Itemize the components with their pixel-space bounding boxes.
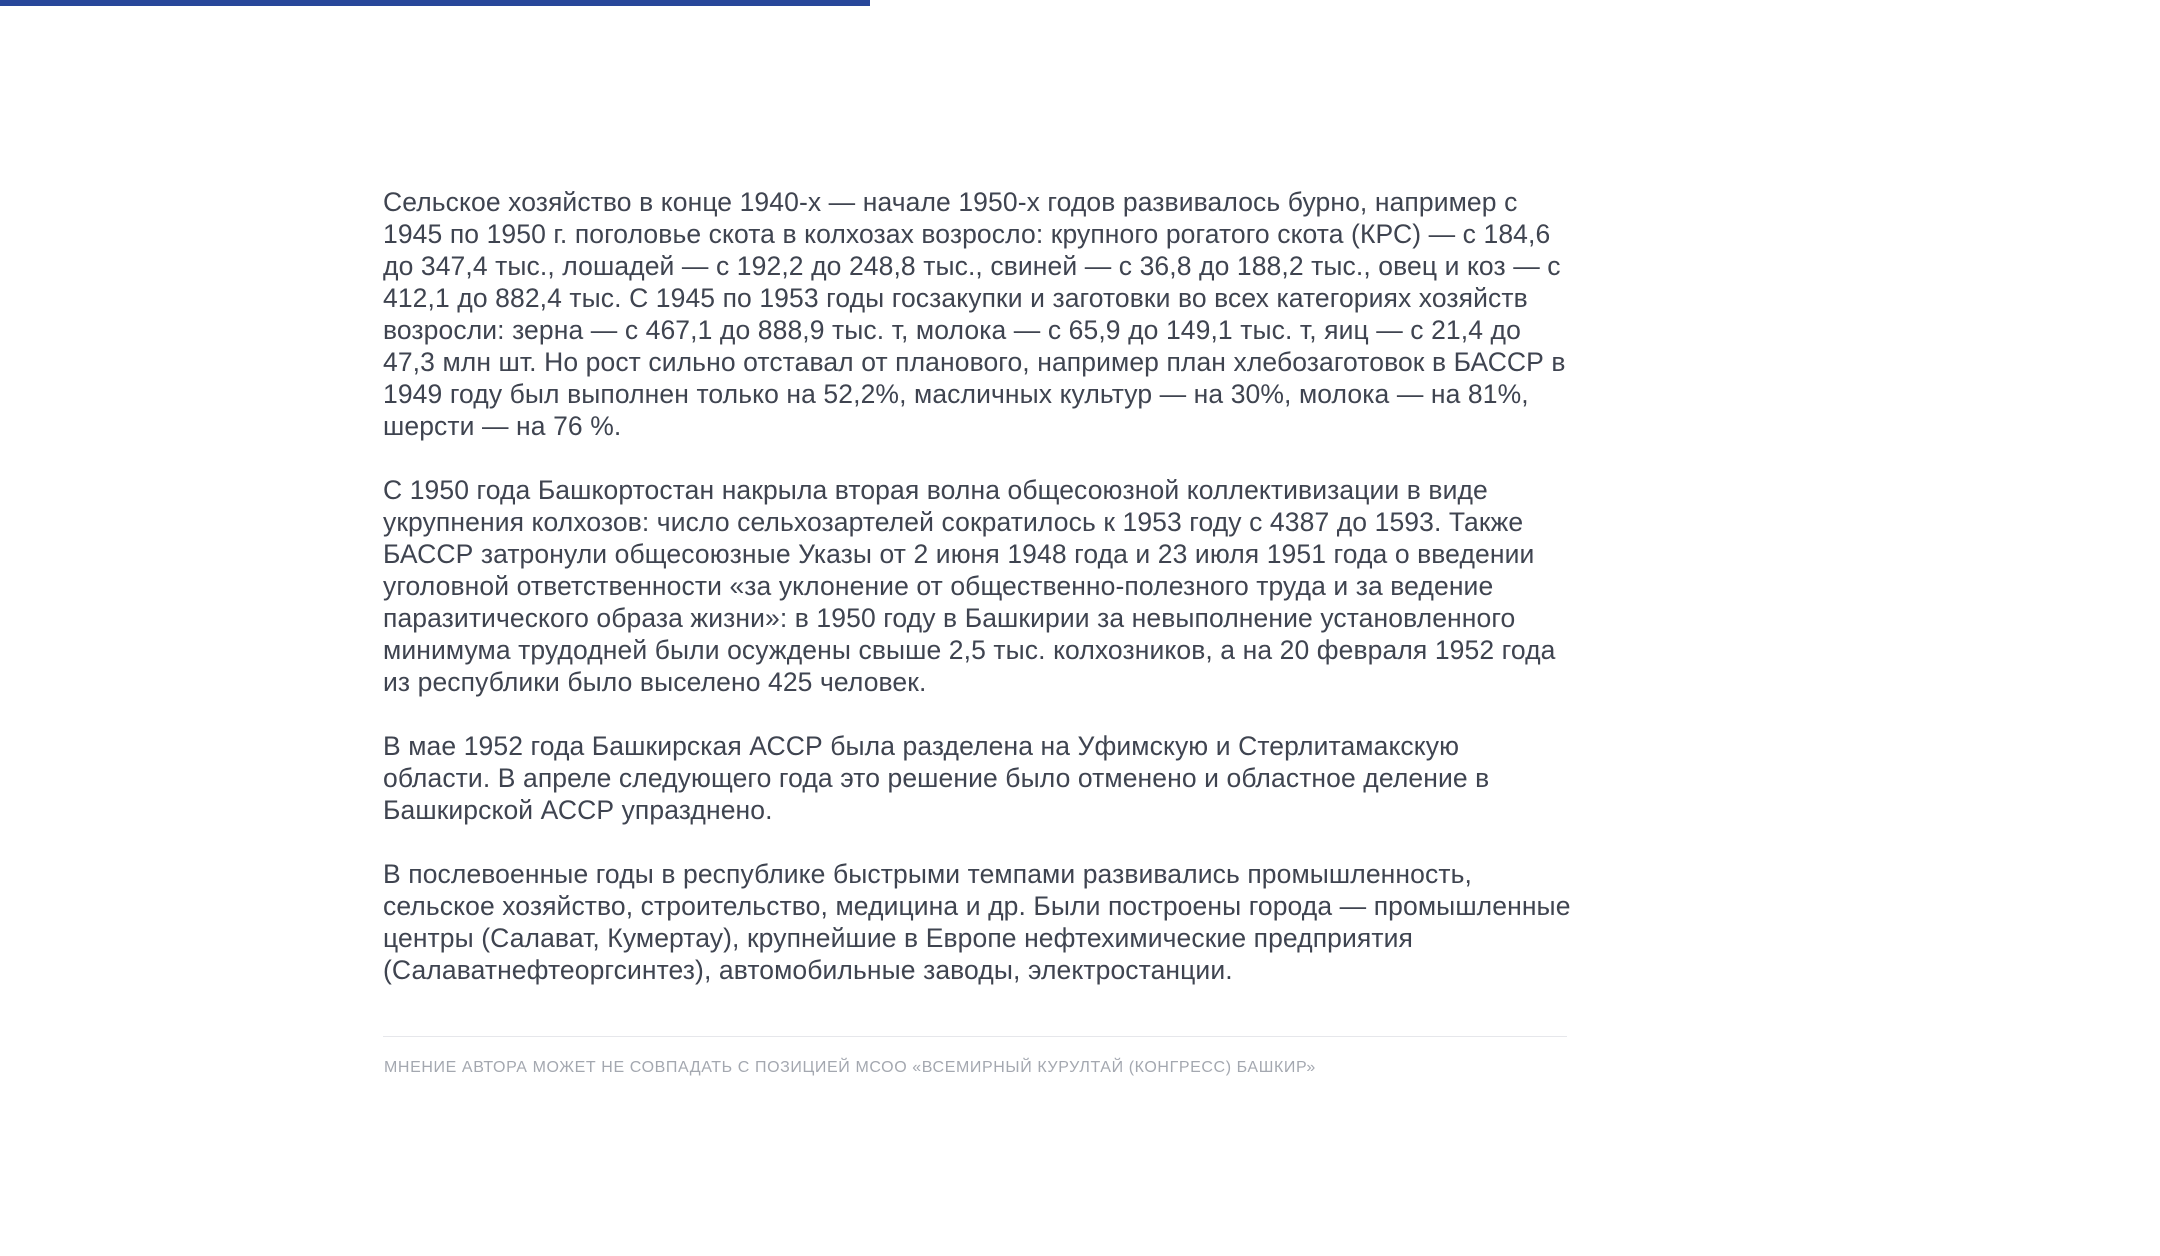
article-paragraph-4: В послевоенные годы в республике быстрыми темпами развивались промышленность, сельское хозяйство, строительство, медицина и др. Были построены города — промышленные центры (Салават, Кумертау), крупнейшие в Европе нефтехимические предприятия (Салаватнефтеоргсинтез), автомобильные заводы, электростанции.: [383, 859, 1571, 985]
article-divider: [383, 1036, 1567, 1037]
article-paragraph-3: В мае 1952 года Башкирская АССР была разделена на Уфимскую и Стерлитамакскую области. В апреле следующего года это решение было отменено и областное деление в Башкирской АССР упразднено.: [383, 731, 1490, 825]
article-paragraph-1: Сельское хозяйство в конце 1940-х — начале 1950-х годов развивалось бурно, например с 1945 по 1950 г. поголовье скота в колхозах возросло: крупного рогатого скота (КРС) — с 184,6 до 347,4 тыс., лошадей — с 192,2 до 248,8 тыс., свиней — с 36,8 до 188,2 тыс., овец и коз — с 412,1 до 882,4 тыс. С 1945 по 1953 годы госзакупки и заготовки во всех категориях хозяйств возросли: зерна — с 467,1 до 888,9 тыс. т, молока — с 65,9 до 149,1 тыс. т, яиц — с 21,4 до 47,3 млн шт. Но рост сильно отставал от планового, например план хлебозаготовок в БАССР в 1949 году был выполнен только на 52,2%, масличных культур — на 30%, молока — на 81%, шерсти — на 76 %.: [383, 187, 1566, 441]
reading-progress-bar: [0, 0, 2160, 6]
article-paragraph-2: С 1950 года Башкортостан накрыла вторая волна общесоюзной коллективизации в виде укрупнения колхозов: число сельхозартелей сократилось к 1953 году с 4387 до 1593. Также БАССР затронули общесоюзные Указы от 2 июня 1948 года и 23 июля 1951 года о введении уголовной ответственности «за уклонение от общественно-полезного труда и за ведение паразитического образа жизни»: в 1950 году в Башкирии за невыполнение установленного минимума трудодней были осуждены свыше 2,5 тыс. колхозников, а на 20 февраля 1952 года из республики было выселено 425 человек.: [383, 475, 1556, 697]
reading-progress-fill: [0, 0, 870, 6]
author-disclaimer: МНЕНИЕ АВТОРА МОЖЕТ НЕ СОВПАДАТЬ С ПОЗИЦИЕЙ МСОО «ВСЕМИРНЫЙ КУРУЛТАЙ (КОНГРЕСС) БАШКИР»: [384, 1059, 1316, 1076]
article-body: [383, 186, 1573, 1018]
